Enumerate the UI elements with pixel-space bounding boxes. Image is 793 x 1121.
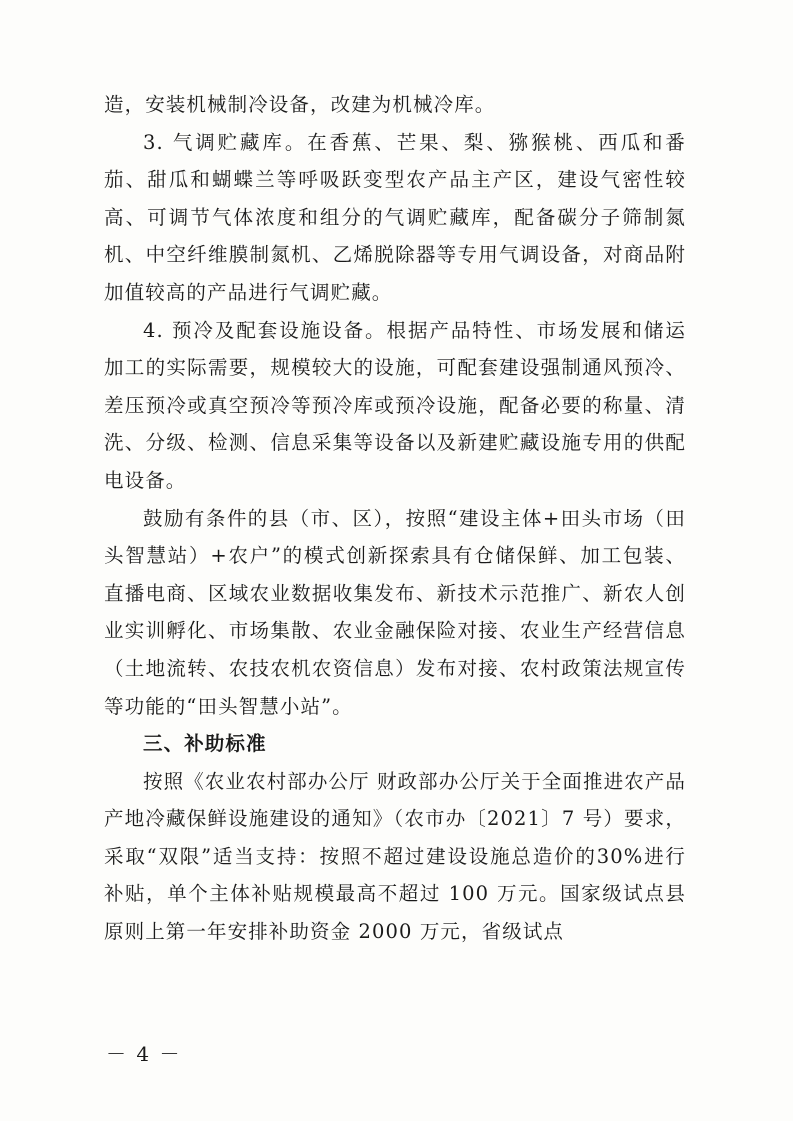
section-heading-subsidy-standard: 三、补助标准 <box>143 732 267 756</box>
page-number: － 4 － <box>106 1042 182 1066</box>
document-body <box>104 86 686 951</box>
paragraph-smart-station: 鼓励有条件的县（市、区），按照“建设主体+田头市场（田头智慧站）+农户”的模式创新探索具有仓储保鲜、加工包装、直播电商、区域农业数据收集发布、新技术示范推广、新农人创业实训孵化、市场集散、农业金融保险对接、农业生产经营信息（土地流转、农技农机农资信息）发布对接、农村政策法规宣传等功能的“田头智慧小站”。 <box>104 506 686 718</box>
paragraph-subsidy-details: 按照《农业农村部办公厅 财政部办公厅关于全面推进农产品产地冷藏保鲜设施建设的通知》（农市办〔2021〕7 号）要求，采取“双限”适当支持：按照不超过建设设施总造价的30%进行补贴，单个主体补贴规模最高不超过 100 万元。国家级试点县原则上第一年安排补助资金 2000 万元，省级试点 <box>104 769 686 944</box>
paragraph-precooling-facilities: 4. 预冷及配套设施设备。根据产品特性、市场发展和储运加工的实际需要，规模较大的设施，可配套建设强制通风预冷、差压预冷或真空预冷等预冷库或预冷设施，配备必要的称量、清洗、分级、检测、信息采集等设备以及新建贮藏设施专用的供配电设备。 <box>104 318 686 492</box>
paragraph-controlled-atmosphere-storage: 3. 气调贮藏库。在香蕉、芒果、梨、猕猴桃、西瓜和番茄、甜瓜和蝴蝶兰等呼吸跃变型农产品主产区，建设气密性较高、可调节气体浓度和组分的气调贮藏库，配备碳分子筛制氮机、中空纤维膜制氮机、乙烯脱除器等专用气调设备，对商品附加值较高的产品进行气调贮藏。 <box>104 130 686 304</box>
paragraph-continuation: 造，安装机械制冷设备，改建为机械冷库。 <box>104 93 496 116</box>
